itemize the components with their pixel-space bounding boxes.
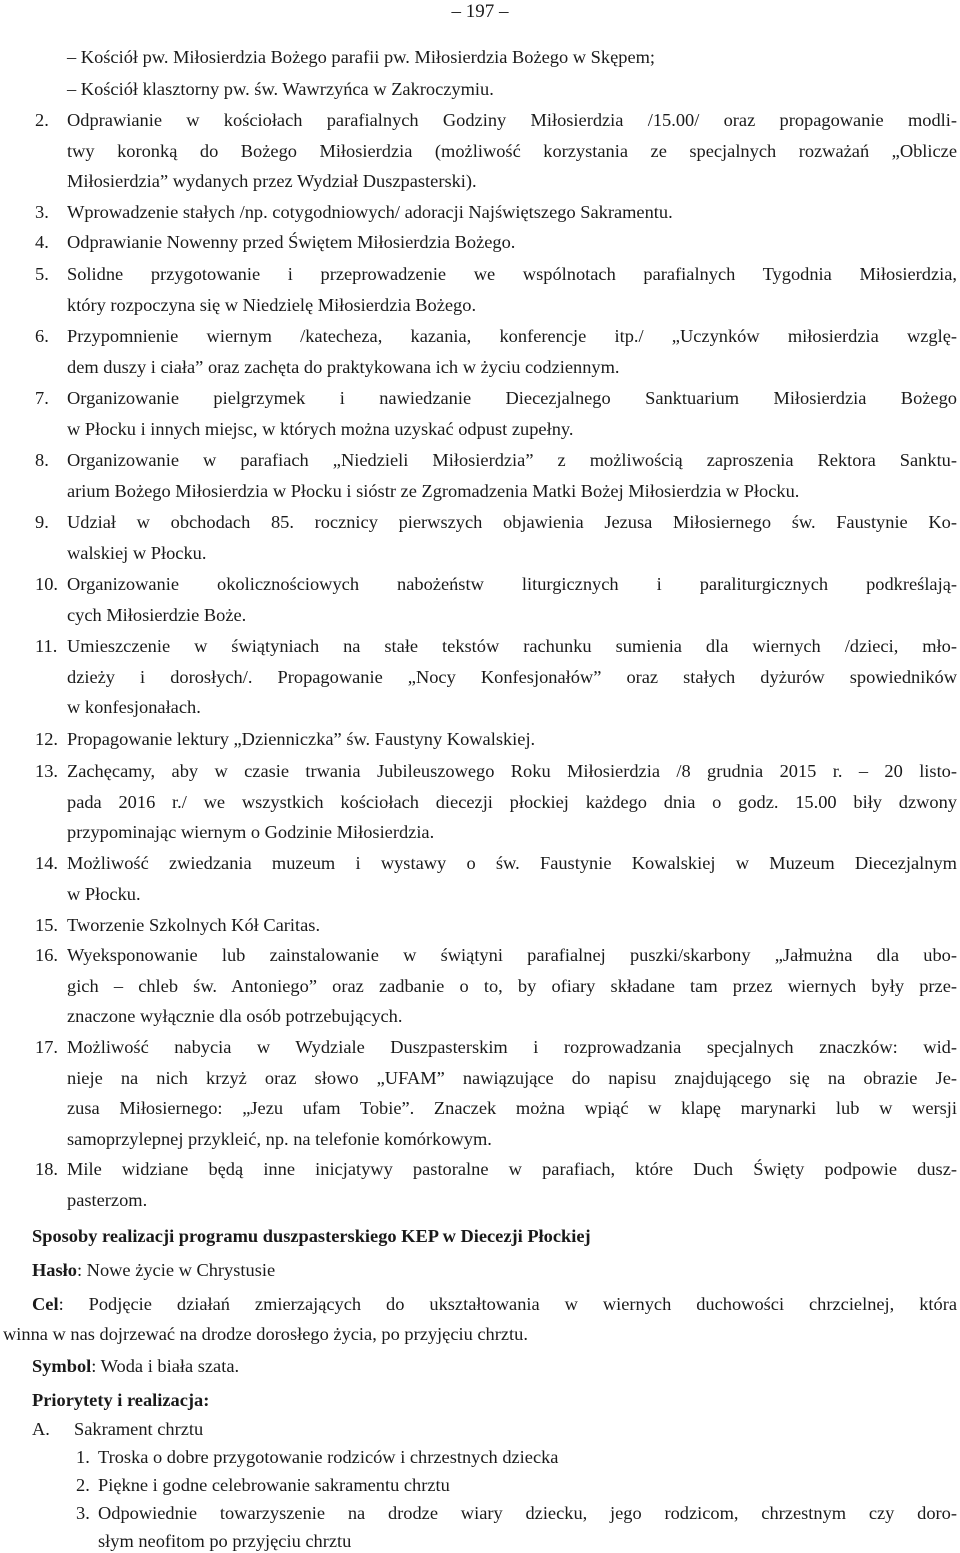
- sub-item-text: słym neofitom po przyjęciu chrztu: [98, 1531, 352, 1551]
- list-item-text: w Płocku i innych miejsc, w których można uzyskać odpust zupełny.: [67, 418, 574, 439]
- list-item-number: 17.: [35, 1037, 58, 1057]
- intro-list-item: – Kościół klasztorny pw. św. Wawrzyńca w Zakroczymiu.: [67, 79, 494, 99]
- list-item-text: który rozpoczyna się w Niedzielę Miłosierdzia Bożego.: [67, 294, 477, 315]
- list-item-text: w konfesjonałach.: [67, 697, 201, 717]
- list-item-text: znaczone wyłącznie dla osób potrzebujących.: [67, 1006, 403, 1026]
- list-item-text: Wyeksponowanie lub zainstalowanie w świątyni parafialnej puszki/skarbony „Jałmużna dla ubo-: [67, 945, 957, 965]
- list-item-text: Umieszczenie w świątyniach na stałe tekstów rachunku sumienia dla wiernych /dzieci, mło-: [67, 636, 957, 656]
- list-item-number: 13.: [35, 761, 58, 781]
- list-item-text: walskiej w Płocku.: [67, 542, 207, 563]
- list-item-text: dem duszy i ciała” oraz zachęta do praktykowana ich w życiu codziennym.: [67, 356, 620, 377]
- list-item-text: Tworzenie Szkolnych Kół Caritas.: [67, 915, 321, 935]
- list-item-text: samoprzylepnej przykleić, np. na telefonie komórkowym.: [67, 1128, 492, 1149]
- list-item-number: 11.: [35, 636, 58, 656]
- list-item-number: 15.: [35, 915, 58, 935]
- haslo-label: Hasło: [32, 1260, 77, 1280]
- list-item-text: Udział w obchodach 85. rocznicy pierwszych objawienia Jezusa Miłosiernego św. Faustynie Ko-: [67, 512, 957, 532]
- symbol-label: Symbol: [32, 1356, 92, 1376]
- list-item-text: Zachęcamy, aby w czasie trwania Jubileuszowego Roku Miłosierdzia /8 grudnia 2015 r. – 20 listo-: [67, 761, 957, 781]
- list-item-text: gich – chleb św. Antoniego” oraz zadbanie o to, by ofiary składane tam przez wiernych były prze-: [67, 975, 957, 996]
- list-item-text: Przypomnienie wiernym /katecheza, kazania, konferencje itp./ „Uczynków miłosierdzia wzglę-: [67, 326, 957, 346]
- haslo-text: : Nowe życie w Chrystusie: [76, 1260, 276, 1280]
- sub-item-number: 1.: [76, 1447, 90, 1467]
- cel-line: [32, 1292, 957, 1316]
- list-item-text: przypominając wiernym o Godzinie Miłosierdzia.: [67, 822, 435, 842]
- sub-item-text: Piękne i godne celebrowanie sakramentu chrztu: [98, 1475, 450, 1495]
- symbol-text: : Woda i biała szata.: [91, 1356, 240, 1376]
- list-item-text: Organizowanie w parafiach „Niedzieli Miłosierdzia” z możliwością zaproszenia Rektora Sanktu-: [67, 450, 957, 470]
- list-item-number: 8.: [35, 450, 49, 470]
- list-item-text: Wprowadzenie stałych /np. cotygodniowych/ adoracji Najświętszego Sakramentu.: [67, 202, 673, 222]
- list-item-text: Możliwość zwiedzania muzeum i wystawy o św. Faustynie Kowalskiej w Muzeum Diecezjalnym: [67, 853, 957, 873]
- sub-item-number: 2.: [76, 1475, 90, 1495]
- list-item-text: pasterzom.: [67, 1189, 148, 1210]
- list-item-number: 9.: [35, 512, 49, 532]
- cel-text: : Podjęcie działań zmierzających do ukształtowania w wiernych duchowości chrzcielnej, która: [58, 1294, 957, 1314]
- list-item-text: Możliwość nabycia w Wydziale Duszpasterskim i rozprowadzania specjalnych znaczków: wid-: [67, 1037, 957, 1057]
- list-item-number: 14.: [35, 853, 58, 873]
- section-a-title: Sakrament chrztu: [74, 1419, 204, 1439]
- list-item-text: arium Bożego Miłosierdzia w Płocku i sióstr ze Zgromadzenia Matki Bożej Miłosierdzia w Płocku.: [67, 480, 800, 501]
- sub-item-text: Troska o dobre przygotowanie rodziców i chrzestnych dziecka: [98, 1447, 559, 1467]
- list-item-text: pada 2016 r./ we wszystkich kościołach diecezji płockiej każdego dnia o godz. 15.00 biły dzwony: [67, 791, 957, 812]
- list-item-text: Solidne przygotowanie i przeprowadzenie we wspólnotach parafialnych Tygodnia Miłosierdzia,: [67, 264, 957, 284]
- list-item-text: cych Miłosierdzie Boże.: [67, 604, 247, 625]
- list-item-number: 10.: [35, 574, 58, 594]
- list-item-text: Odprawianie w kościołach parafialnych Godziny Miłosierdzia /15.00/ oraz propagowanie modli-: [67, 110, 957, 130]
- cel-label: Cel: [32, 1294, 59, 1314]
- list-item-number: 4.: [35, 232, 49, 252]
- page-number: – 197 –: [451, 1, 509, 22]
- symbol-line: [32, 1354, 239, 1378]
- list-item-number: 2.: [35, 110, 49, 130]
- list-item-text: nieje na nich krzyż oraz słowo „UFAM” nawiązujące do napisu znajdującego się na obrazie Je-: [67, 1067, 957, 1088]
- list-item-number: 7.: [35, 388, 49, 408]
- list-item-text: Mile widziane będą inne inicjatywy pastoralne w parafiach, które Duch Święty podpowie dusz-: [67, 1159, 957, 1179]
- list-item-number: 6.: [35, 326, 49, 346]
- list-item-text: Organizowanie pielgrzymek i nawiedzanie Diecezjalnego Sanktuarium Miłosierdzia Bożego: [67, 388, 957, 408]
- list-item-number: 3.: [35, 202, 49, 222]
- haslo-line: [32, 1258, 275, 1282]
- list-item-number: 5.: [35, 264, 49, 284]
- list-item-text: dzieży i dorosłych/. Propagowanie „Nocy Konfesjonałów” oraz stałych dyżurów spowiedników: [67, 666, 957, 687]
- intro-list-item: – Kościół pw. Miłosierdzia Bożego parafii pw. Miłosierdzia Bożego w Skępem;: [67, 47, 656, 67]
- list-item-text: w Płocku.: [67, 883, 141, 904]
- cel-continuation: winna w nas dojrzewać na drodze dorosłego życia, po przyjęciu chrztu.: [3, 1324, 528, 1344]
- section-a-letter: A.: [32, 1419, 50, 1439]
- list-item-text: twy koronką do Bożego Miłosierdzia (możliwość korzystania ze specjalnych rozważań „Oblicze: [67, 140, 957, 161]
- list-item-text: Organizowanie okolicznościowych nabożeństw liturgicznych i paraliturgicznych podkreślają-: [67, 574, 957, 594]
- list-item-text: Propagowanie lektury „Dzienniczka” św. Faustyny Kowalskiej.: [67, 729, 536, 749]
- list-item-number: 18.: [35, 1159, 58, 1179]
- list-item-number: 12.: [35, 729, 58, 749]
- list-item-text: Miłosierdzia” wydanych przez Wydział Duszpasterski).: [67, 171, 477, 191]
- list-item-text: Odprawianie Nowenny przed Świętem Miłosierdzia Bożego.: [67, 232, 516, 252]
- sub-item-number: 3.: [76, 1503, 90, 1523]
- list-item-text: zusa Miłosiernego: „Jezu ufam Tobie”. Znaczek można wpiąć w klapę marynarki lub w wersji: [67, 1098, 957, 1118]
- priorytety-heading: Priorytety i realizacja:: [32, 1390, 210, 1410]
- list-item-number: 16.: [35, 945, 58, 965]
- section-heading: Sposoby realizacji programu duszpasterskiego KEP w Diecezji Płockiej: [32, 1226, 591, 1246]
- sub-item-text: Odpowiednie towarzyszenie na drodze wiary dziecku, jego rodzicom, chrzestnym czy doro-: [98, 1503, 957, 1523]
